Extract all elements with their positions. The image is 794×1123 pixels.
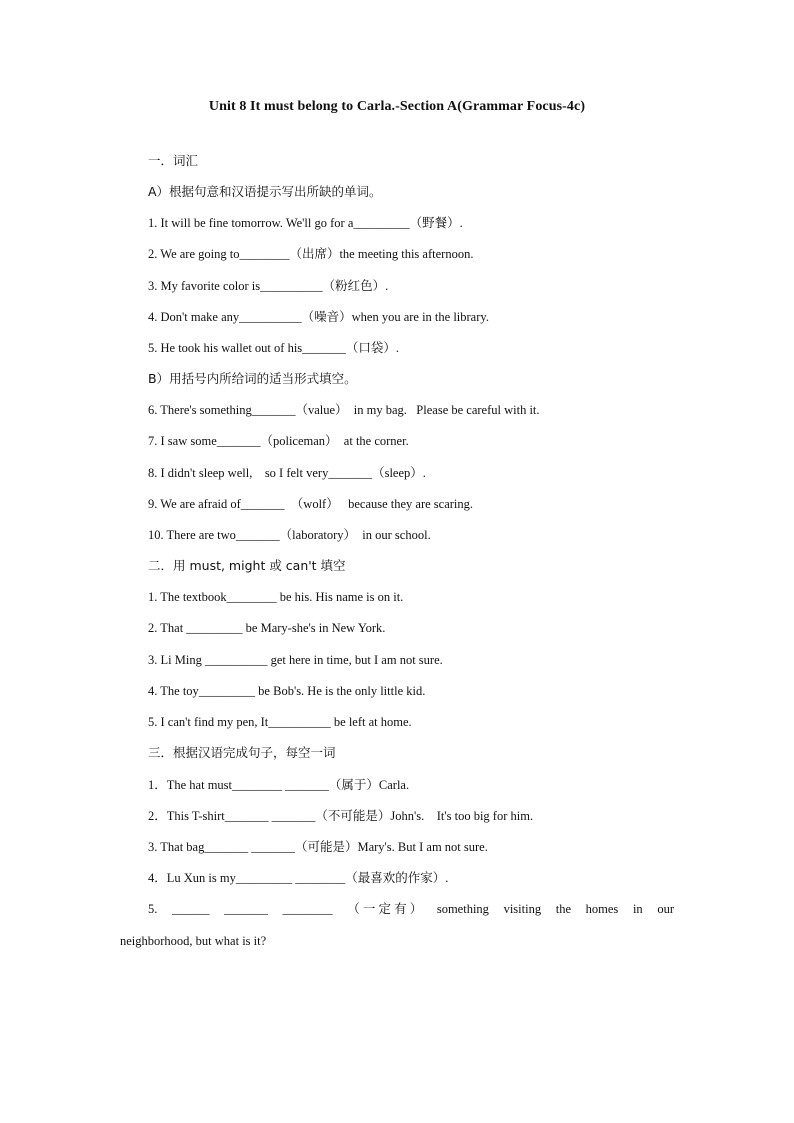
section1-item-3: 3. My favorite color is__________（粉红色）. <box>148 279 389 293</box>
section1-heading: 一．词汇 <box>148 153 199 168</box>
section3-item-2: 2．This T-shirt_______ _______（不可能是）John's. It's too big for him. <box>148 809 534 823</box>
section3-item-5-continuation: neighborhood, but what is it? <box>120 934 267 948</box>
item5-word: ______ <box>172 902 210 916</box>
section3-item-3: 3. That bag_______ _______（可能是）Mary's. But I am not sure. <box>148 840 488 854</box>
section2-item-5: 5. I can't find my pen, It__________ be left at home. <box>148 715 412 729</box>
section1-item-4: 4. Don't make any__________（噪音）when you are in the library. <box>148 310 489 324</box>
item5-word: something <box>436 902 489 916</box>
section3-item-4: 4．Lu Xun is my_________ ________（最喜欢的作家）. <box>148 871 449 885</box>
section1-item-6: 6. There's something_______（value） in my bag. Please be careful with it. <box>148 403 540 417</box>
section3-item-5 <box>148 900 674 918</box>
section1-item-7: 7. I saw some_______（policeman） at the corner. <box>148 434 409 448</box>
section1-item-8: 8. I didn't sleep well, so I felt very_______（sleep）. <box>148 466 426 480</box>
section2-item-1: 1. The textbook________ be his. His name is on it. <box>148 590 404 604</box>
item5-word: the <box>555 902 572 916</box>
section1-partB-instruction: B）用括号内所给词的适当形式填空。 <box>148 371 357 386</box>
item5-word: _______ <box>224 902 268 916</box>
section3-item-1: 1．The hat must________ _______（属于）Carla. <box>148 778 410 792</box>
section1-item-9: 9. We are afraid of_______ （wolf） because they are scaring. <box>148 497 474 511</box>
section2-item-3: 3. Li Ming __________ get here in time, but I am not sure. <box>148 653 443 667</box>
section2-heading: 二．用 must, might 或 can't 填空 <box>148 558 346 573</box>
item5-word: our <box>657 902 674 916</box>
section3-heading: 三．根据汉语完成句子，每空一词 <box>148 745 336 760</box>
item5-word: visiting <box>503 902 542 916</box>
section1-item-10: 10. There are two_______（laboratory） in our school. <box>148 528 431 542</box>
section2-item-2: 2. That _________ be Mary-she's in New York. <box>148 621 386 635</box>
item5-word: homes <box>585 902 619 916</box>
section1-item-2: 2. We are going to________（出席）the meeting this afternoon. <box>148 247 474 261</box>
item5-word: in <box>632 902 643 916</box>
section1-item-5: 5. He took his wallet out of his_______（口袋）. <box>148 341 400 355</box>
section2-item-4: 4. The toy_________ be Bob's. He is the only little kid. <box>148 684 426 698</box>
item5-word: （ 一 定 有 ） <box>347 902 423 916</box>
section1-item-1: 1. It will be fine tomorrow. We'll go for a_________（野餐）. <box>148 216 463 230</box>
page-title: Unit 8 It must belong to Carla.-Section A(Grammar Focus-4c) <box>208 99 586 114</box>
item5-word: 5. <box>148 902 158 916</box>
item5-word: ________ <box>282 902 333 916</box>
section1-partA-instruction: A）根据句意和汉语提示写出所缺的单词。 <box>148 184 382 199</box>
